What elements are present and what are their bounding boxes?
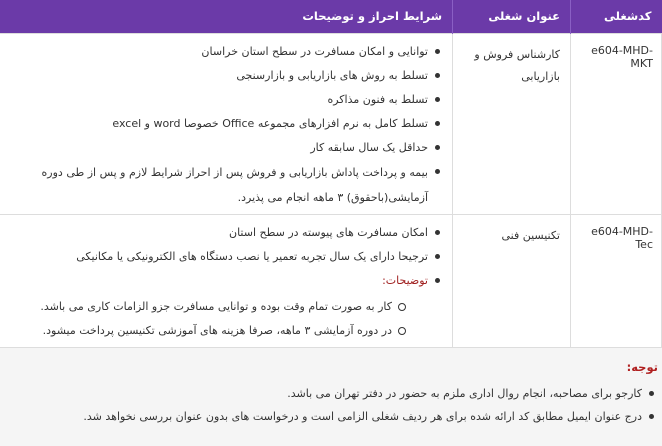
list-item: تسلط کامل به نرم افزارهای مجموعه Office خصوصا word و excel <box>6 112 444 136</box>
header-desc: شرایط احراز و توضیحات <box>0 0 453 33</box>
notes-list <box>6 295 428 343</box>
attention-list <box>6 382 658 428</box>
list-item: امکان مسافرت های پیوسته در سطح استان <box>6 221 444 245</box>
list-item: توانایی و امکان مسافرت در سطح استان خراسان <box>6 40 444 64</box>
list-item <box>6 269 444 343</box>
list-item: کار به صورت تمام وقت بوده و توانایی مسافرت جزو الزامات کاری می باشد. <box>6 295 428 319</box>
list-item: حداقل یک سال سابقه کار <box>6 136 444 160</box>
requirements-list <box>6 40 444 210</box>
job-code <box>571 33 662 214</box>
attention-box <box>0 347 662 446</box>
header-code: کدشغلی <box>571 0 662 33</box>
header-title: عنوان شغلی <box>453 0 571 33</box>
list-item: تسلط به فنون مذاکره <box>6 88 444 112</box>
table-row <box>0 214 662 347</box>
attention-title: توجه: <box>626 360 658 374</box>
job-requirements <box>0 214 453 347</box>
table-row <box>0 33 662 214</box>
job-code-text: e604-MHD-Tec <box>591 224 653 251</box>
list-item: تسلط به روش های بازاریابی و بازارسنجی <box>6 64 444 88</box>
job-title: کارشناس فروش و بازاریابی <box>453 33 571 214</box>
list-item: کارجو برای مصاحبه، انجام روال اداری ملزم به حضور در دفتر تهران می باشد. <box>6 382 658 405</box>
job-title: تکنیسین فنی <box>453 214 571 347</box>
table-header-row <box>0 0 662 33</box>
list-item: ترجیحا دارای یک سال تجربه تعمیر یا نصب دستگاه های الکترونیکی یا مکانیکی <box>6 245 444 269</box>
list-item: در دوره آزمایشی ۳ ماهه، صرفا هزینه های آموزشی تکنیسین پرداخت میشود. <box>6 319 428 343</box>
list-item: بیمه و پرداخت پاداش بازاریابی و فروش پس از احراز شرایط لازم و پس از طی دوره آزمایشی(باحقوق) ۳ ماهه انجام می پذیرد. <box>6 160 444 210</box>
requirements-list <box>6 221 444 343</box>
job-code-text: e604-MHD-MKT <box>591 43 653 70</box>
notes-label: توضیحات: <box>382 273 428 287</box>
job-requirements <box>0 33 453 214</box>
job-code <box>571 214 662 347</box>
list-item: درج عنوان ایمیل مطابق کد ارائه شده برای هر ردیف شغلی الزامی است و درخواست های بدون عنوان بررسی نخواهد شد. <box>6 405 658 428</box>
